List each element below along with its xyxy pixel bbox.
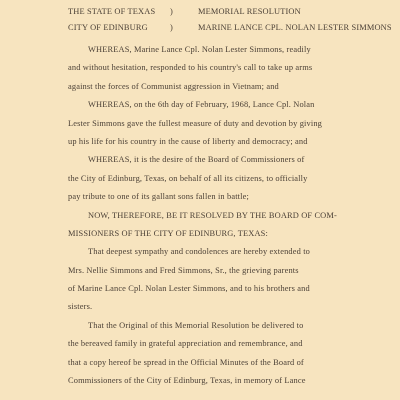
paragraph xyxy=(68,98,378,149)
header-bracket: ) xyxy=(170,23,173,32)
text-line: sisters. xyxy=(68,302,93,312)
paragraph xyxy=(68,245,378,314)
text-line: the bereaved family in grateful appreciation and remembrance, and xyxy=(68,339,303,349)
jurisdiction-state: THE STATE OF TEXAS xyxy=(68,7,156,16)
document-header xyxy=(68,4,392,34)
text-line: WHEREAS, it is the desire of the Board of Commissioners of xyxy=(88,155,305,165)
text-line: NOW, THEREFORE, BE IT RESOLVED BY THE BOARD OF COM- xyxy=(88,210,337,220)
text-line: and without hesitation, responded to his country's call to take up arms xyxy=(68,63,313,73)
paragraph xyxy=(68,209,378,241)
text-line: WHEREAS, on the 6th day of February, 1968, Lance Cpl. Nolan xyxy=(88,100,315,110)
resolution-subject: MARINE LANCE CPL. NOLAN LESTER SIMMONS xyxy=(198,23,392,32)
paragraph xyxy=(68,153,378,204)
text-line: the City of Edinburg, Texas, on behalf of all its citizens, to officially xyxy=(68,173,308,183)
jurisdiction-city: CITY OF EDINBURG xyxy=(68,23,148,32)
text-line: pay tribute to one of its gallant sons fallen in battle; xyxy=(68,192,249,202)
text-line: WHEREAS, Marine Lance Cpl. Nolan Lester Simmons, readily xyxy=(88,45,311,54)
header-bracket: ) xyxy=(170,7,173,16)
text-line: Mrs. Nellie Simmons and Fred Simmons, Sr., the grieving parents xyxy=(68,265,299,275)
resolution-body xyxy=(68,43,378,392)
text-line: Lester Simmons gave the fullest measure of duty and devotion by giving xyxy=(68,118,323,128)
text-line: That the Original of this Memorial Resolution be delivered to xyxy=(88,320,304,330)
text-line: that a copy hereof be spread in the Official Minutes of the Board of xyxy=(68,357,304,367)
resolution-title: MEMORIAL RESOLUTION xyxy=(198,7,301,16)
paragraph xyxy=(68,319,378,388)
text-line: up his life for his country in the cause of liberty and democracy; and xyxy=(68,136,308,146)
text-line: Commissioners of the City of Edinburg, Texas, in memory of Lance xyxy=(68,376,306,386)
header-row-2 xyxy=(68,23,392,37)
text-line: MISSIONERS OF THE CITY OF EDINBURG, TEXAS: xyxy=(68,228,268,238)
paragraph xyxy=(68,43,378,94)
text-line: That deepest sympathy and condolences are hereby extended to xyxy=(88,247,311,257)
text-line: of Marine Lance Cpl. Nolan Lester Simmons, and to his brothers and xyxy=(68,284,310,294)
header-row-1 xyxy=(68,7,388,21)
text-line: against the forces of Communist aggression in Vietnam; and xyxy=(68,81,279,91)
